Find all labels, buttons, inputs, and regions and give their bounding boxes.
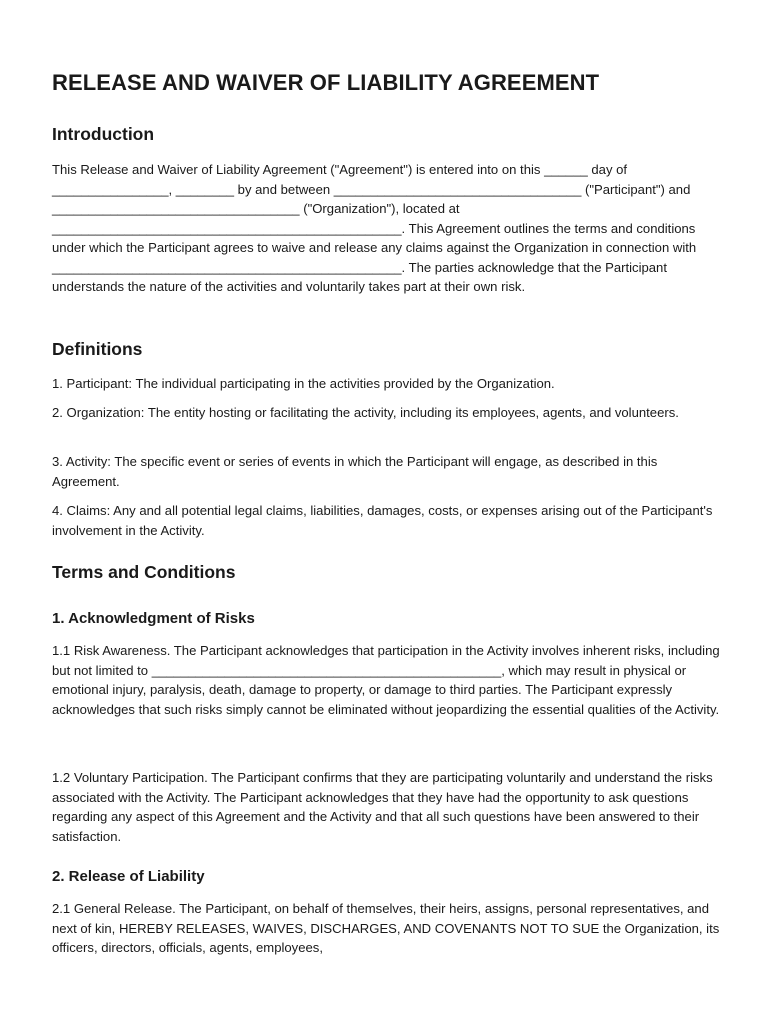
- definition-claims: 4. Claims: Any and all potential legal claims, liabilities, damages, costs, or expenses arising out of the Participant's involvement in the Activity.: [52, 503, 713, 538]
- document-title: RELEASE AND WAIVER OF LIABILITY AGREEMENT: [52, 70, 600, 95]
- definition-activity: 3. Activity: The specific event or series of events in which the Participant will engage, as described in this Agreement.: [52, 454, 658, 489]
- section-1-heading: 1. Acknowledgment of Risks: [52, 610, 255, 627]
- introduction-heading: Introduction: [52, 124, 155, 144]
- section-2-1-paragraph: 2.1 General Release. The Participant, on behalf of themselves, their heirs, assigns, personal representatives, and next of kin, HEREBY RELEASES, WAIVES, DISCHARGES, AND COVENANTS NOT TO SUE the Organization, its officers, directors, officials, agents, employees,: [52, 901, 720, 955]
- section-1-2-paragraph: 1.2 Voluntary Participation. The Participant confirms that they are participating voluntarily and understand the risks associated with the Activity. The Participant acknowledges that they have had the opportunity to ask questions regarding any aspect of this Agreement and the Activity and that all such questions have been answered to their satisfaction.: [52, 770, 713, 844]
- definition-participant: 1. Participant: The individual participating in the activities provided by the Organization.: [52, 376, 555, 391]
- definitions-heading: Definitions: [52, 339, 143, 359]
- definition-organization: 2. Organization: The entity hosting or facilitating the activity, including its employees, agents, and volunteers.: [52, 405, 679, 420]
- introduction-paragraph: This Release and Waiver of Liability Agreement ("Agreement") is entered into on this ______ day of ________________, ________ by and between __________________________________ ("Participant") and __________________________________ ("Organization"), located at ________________________________________________. This Agreement outlines the terms and conditions under which the Participant agrees to waive and release any claims against the Organization in connection with ________________________________________________. The parties acknowledge that the Participant understands the nature of the activities and voluntarily takes part at their own risk.: [52, 162, 697, 294]
- section-1-1-paragraph: 1.1 Risk Awareness. The Participant acknowledges that participation in the Activity involves inherent risks, including but not limited to ________________________________________________, which may result in physical or emotional injury, paralysis, death, damage to property, or damage to third parties. The Participant expressly acknowledges that such risks simply cannot be eliminated without jeopardizing the essential qualities of the Activity.: [52, 643, 720, 717]
- section-2-heading: 2. Release of Liability: [52, 868, 205, 885]
- terms-heading: Terms and Conditions: [52, 562, 236, 582]
